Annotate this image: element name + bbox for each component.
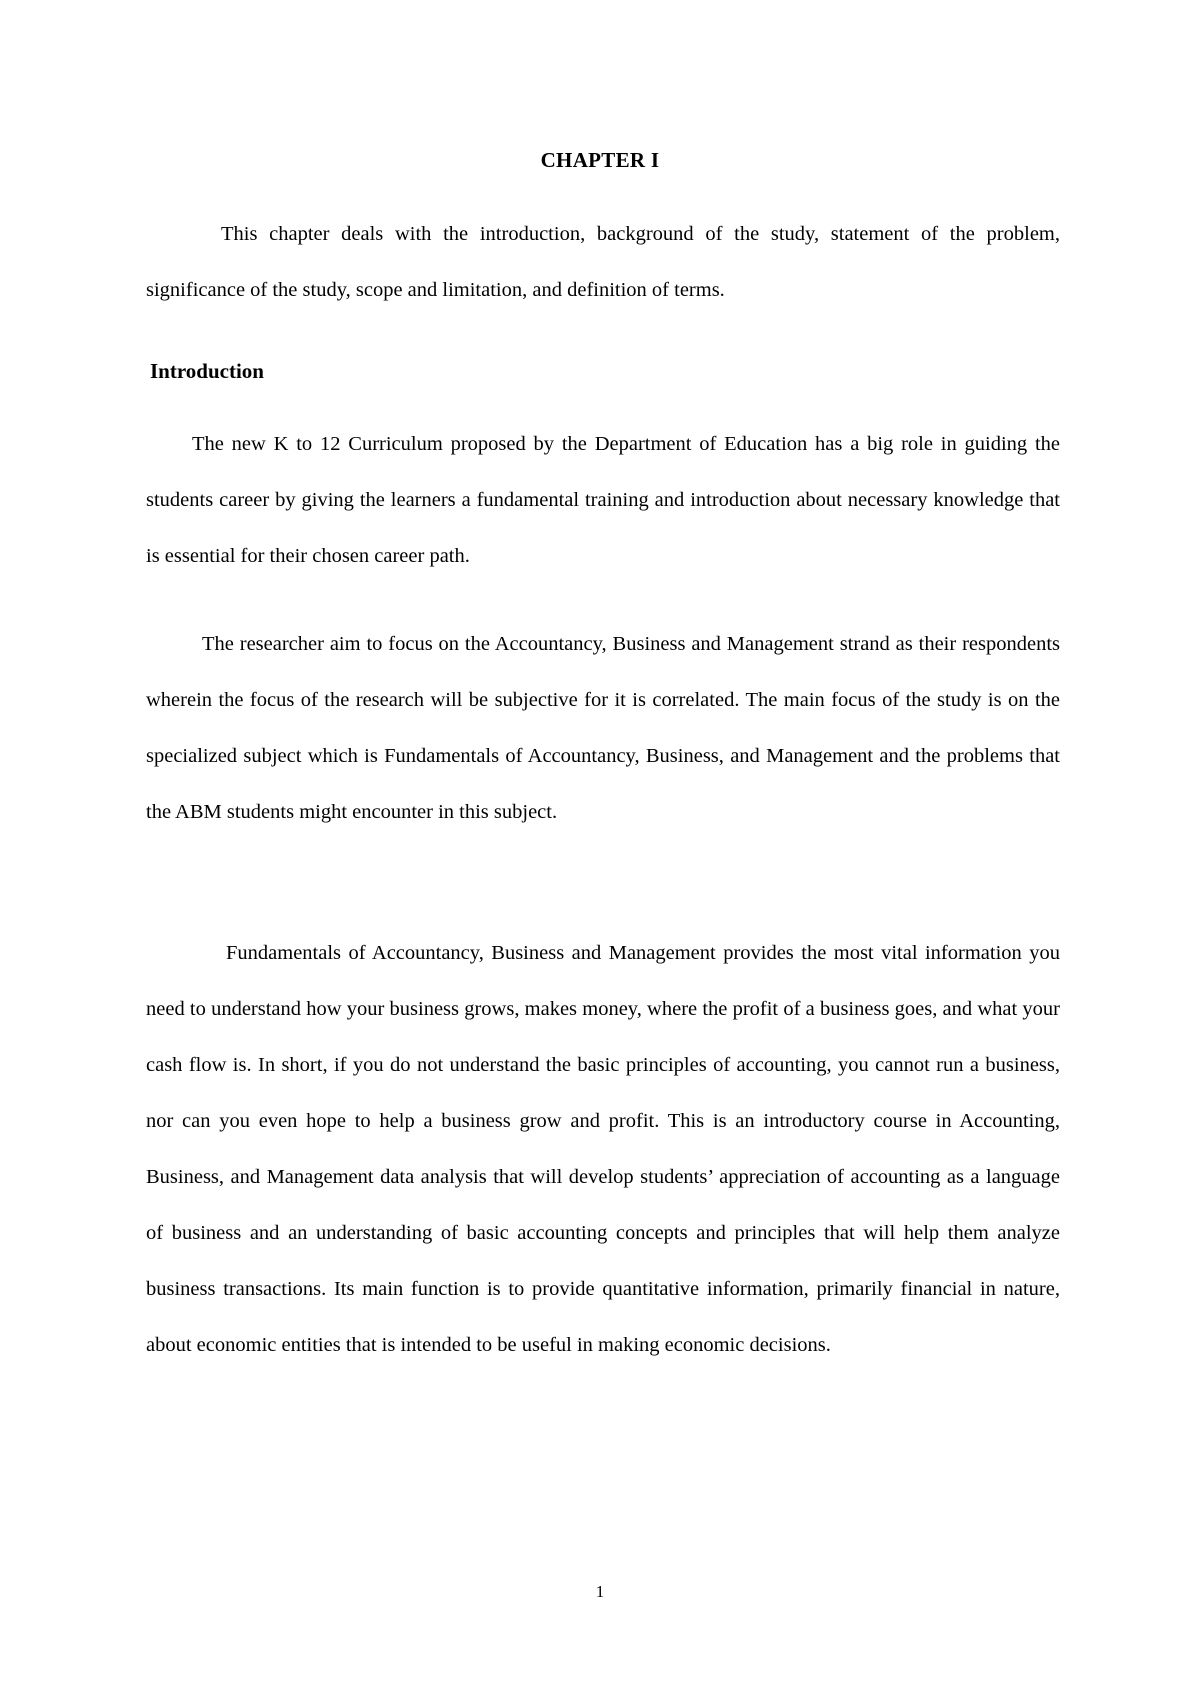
chapter-title: CHAPTER I (540, 148, 660, 172)
introduction-paragraph-3: Fundamentals of Accountancy, Business and Management provides the most vital information you need to understand how your business grows, makes money, where the profit of a business goes, and what your cash flow is. In short, if you do not understand the basic principles of accounting, you cannot run a business, nor can you even hope to help a business grow and profit. This is an introductory course in Accounting, Business, and Management data analysis that will develop students’ appreciation of accounting as a language of business and an understanding of basic accounting concepts and principles that will help them analyze business transactions. Its main function is to provide quantitative information, primarily financial in nature, about economic entities that is intended to be useful in making economic decisions. (146, 942, 1060, 1356)
page-number: 1 (595, 1582, 605, 1601)
section-heading-introduction: Introduction (150, 359, 264, 383)
introduction-paragraph-1: The new K to 12 Curriculum proposed by the Department of Education has a big role in guiding the students career by giving the learners a fundamental training and introduction about necessary knowledge that is essential for their chosen career path. (146, 433, 1060, 567)
chapter-overview-paragraph: This chapter deals with the introduction, background of the study, statement of the problem, significance of the study, scope and limitation, and definition of terms. (146, 223, 1060, 301)
introduction-paragraph-2: The researcher aim to focus on the Accountancy, Business and Management strand as their respondents wherein the focus of the research will be subjective for it is correlated. The main focus of the study is on the specialized subject which is Fundamentals of Accountancy, Business, and Management and the problems that the ABM students might encounter in this subject. (146, 633, 1060, 823)
